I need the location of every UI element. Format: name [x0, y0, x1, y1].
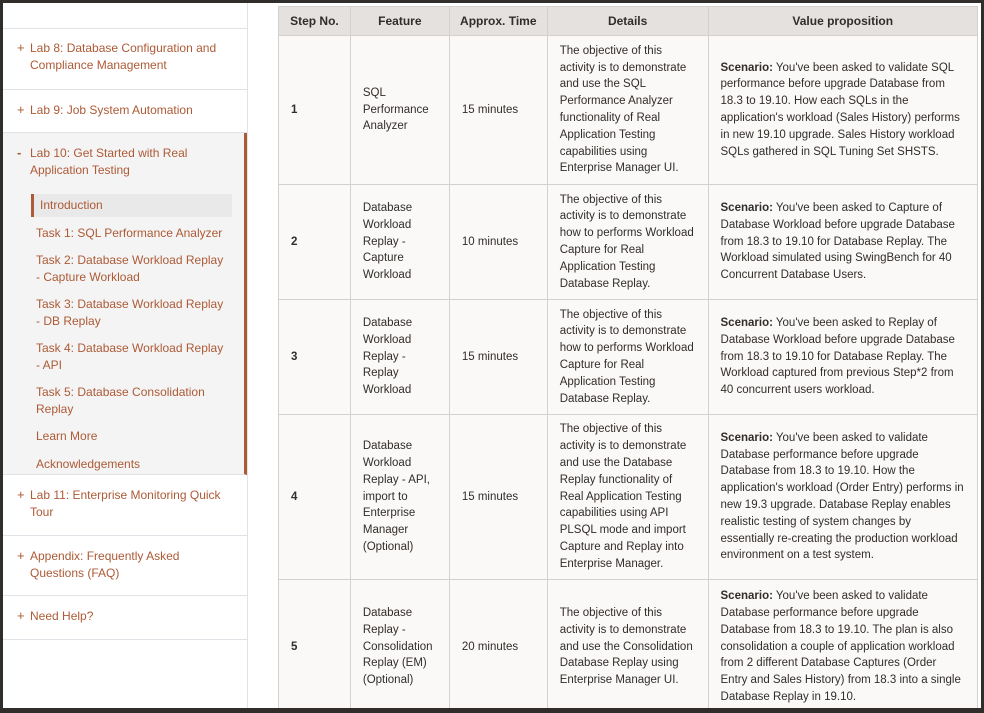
- sidebar-item-lab-8[interactable]: [3, 29, 247, 90]
- cell-step-no: 1: [279, 36, 351, 185]
- table-row: [279, 36, 978, 185]
- scenario-text: You've been asked to validate Database performance before upgrade Database from 18.3 to 19.10. How the application's workload (Order Entry) performs in new 19.3 upgrade. Database Replay enables realistic testing of system changes by essentially re-creating the production workload environment on a test system.: [720, 431, 964, 562]
- scenario-text: You've been asked to Capture of Database Workload before upgrade Database from 18.3 to 19.10 for Database Replay. The Workload simulated using SwingBench for 40 Concurrent Database Users.: [720, 202, 955, 282]
- cell-value-proposition: [708, 300, 977, 415]
- browser-viewport: [3, 3, 981, 708]
- task-link-acknowledgements[interactable]: Acknowledgements: [36, 456, 141, 471]
- scenario-label: Scenario:: [720, 317, 773, 329]
- expand-plus-icon: +: [17, 548, 25, 563]
- sidebar-item-label: Lab 8: Database Configuration and Compliance Management: [30, 41, 217, 72]
- lab-steps-table: [278, 6, 978, 708]
- sidebar-item-lab-10: [3, 133, 247, 475]
- expand-plus-icon: +: [17, 487, 25, 502]
- task-link-task-3[interactable]: Task 3: Database Workload Replay - DB Replay: [36, 297, 224, 328]
- cell-details: The objective of this activity is to demonstrate and use the SQL Performance Analyzer functionality of Real Application Testing capabilities using Enterprise Manager UI.: [547, 36, 708, 185]
- sidebar-nav: [3, 3, 248, 708]
- column-header-step-no: Step No.: [279, 7, 351, 36]
- sidebar-top-spacer: [3, 3, 247, 29]
- sidebar-item-label: Lab 10: Get Started with Real Application Testing: [30, 146, 188, 177]
- cell-value-proposition: [708, 580, 977, 709]
- column-header-value-proposition: Value proposition: [708, 7, 977, 36]
- sidebar-item-label: Lab 9: Job System Automation: [30, 103, 193, 117]
- cell-approx-time: 15 minutes: [449, 415, 547, 580]
- cell-feature: Database Workload Replay - API, import to Enterprise Manager (Optional): [350, 415, 449, 580]
- task-link-task-2[interactable]: Task 2: Database Workload Replay - Capture Workload: [36, 253, 224, 284]
- scenario-text: You've been asked to Replay of Database Workload before upgrade Database from 18.3 to 19.10 for Database Replay. The Workload captured from previous Step*2 from 40 concurrent users workload.: [720, 317, 955, 397]
- cell-approx-time: 15 minutes: [449, 300, 547, 415]
- column-header-details: Details: [547, 7, 708, 36]
- scenario-label: Scenario:: [720, 431, 773, 444]
- task-link-introduction[interactable]: Introduction: [31, 194, 232, 217]
- task-link-task-5[interactable]: Task 5: Database Consolidation Replay: [36, 385, 205, 416]
- cell-details: The objective of this activity is to demonstrate and use the Database Replay functionality of Real Application Testing capabilities using API PLSQL mode and import Capture and Replay into Enterprise Manager.: [547, 415, 708, 580]
- column-header-feature: Feature: [350, 7, 449, 36]
- column-header-approx-time: Approx. Time: [449, 7, 547, 36]
- cell-value-proposition: [708, 36, 977, 185]
- cell-details: The objective of this activity is to demonstrate and use the Consolidation Database Replay using Enterprise Manager UI.: [547, 580, 708, 709]
- table-header-row: [279, 7, 978, 36]
- cell-feature: Database Replay - Consolidation Replay (EM) (Optional): [350, 580, 449, 709]
- cell-value-proposition: [708, 185, 977, 300]
- cell-approx-time: 10 minutes: [449, 185, 547, 300]
- cell-step-no: 3: [279, 300, 351, 415]
- expand-plus-icon: +: [17, 608, 25, 623]
- cell-step-no: 2: [279, 185, 351, 300]
- cell-feature: SQL Performance Analyzer: [350, 36, 449, 185]
- task-list: [3, 188, 244, 478]
- cell-details: The objective of this activity is to demonstrate how to performs Workload Capture for Real Application Testing Database Replay.: [547, 185, 708, 300]
- cell-feature: Database Workload Replay - Replay Workload: [350, 300, 449, 415]
- table-row: [279, 415, 978, 580]
- table-row: [279, 300, 978, 415]
- expand-plus-icon: +: [17, 102, 25, 117]
- task-link-task-4[interactable]: Task 4: Database Workload Replay - API: [36, 341, 224, 372]
- scenario-text: You've been asked to validate SQL performance before upgrade Database from 18.3 to 19.10. How each SQLs in the application's workload (Sales History) performs in new 19.10 upgrade. Sales History workload SQLs gathered in SQL Tuning Set SHSTS.: [720, 61, 960, 158]
- task-link-task-1[interactable]: Task 1: SQL Performance Analyzer: [36, 225, 223, 240]
- cell-feature: Database Workload Replay - Capture Workload: [350, 185, 449, 300]
- table-row: [279, 185, 978, 300]
- main-content: [249, 3, 981, 708]
- sidebar-item-label: Lab 11: Enterprise Monitoring Quick Tour: [30, 488, 221, 519]
- cell-step-no: 5: [279, 580, 351, 709]
- cell-approx-time: 20 minutes: [449, 580, 547, 709]
- scenario-text: You've been asked to validate Database performance before upgrade Database from 18.3 to 19.10. The plan is also consolidation a couple of application workload from 2 different Database Captures (Order Entry and Sales History) from 18.3 into a single Database Replay in 19.10.: [720, 590, 961, 703]
- cell-value-proposition: [708, 415, 977, 580]
- sidebar-item-label: Need Help?: [30, 609, 94, 623]
- sidebar-item-need-help[interactable]: [3, 596, 247, 640]
- collapse-minus-icon: -: [17, 145, 22, 160]
- expand-plus-icon: +: [17, 40, 25, 55]
- task-link-learn-more[interactable]: Learn More: [36, 429, 98, 443]
- scenario-label: Scenario:: [720, 61, 773, 74]
- sidebar-item-lab-10-header[interactable]: [3, 133, 244, 188]
- cell-step-no: 4: [279, 415, 351, 580]
- scenario-label: Scenario:: [720, 590, 773, 603]
- sidebar-item-label: Appendix: Frequently Asked Questions (FAQ): [30, 549, 180, 580]
- sidebar-item-lab-9[interactable]: [3, 90, 247, 133]
- sidebar-item-lab-11[interactable]: [3, 475, 247, 536]
- table-row: [279, 580, 978, 709]
- sidebar-item-appendix-faq[interactable]: [3, 536, 247, 596]
- cell-approx-time: 15 minutes: [449, 36, 547, 185]
- cell-details: The objective of this activity is to demonstrate how to performs Workload Capture for Real Application Testing Database Replay.: [547, 300, 708, 415]
- scenario-label: Scenario:: [720, 202, 773, 214]
